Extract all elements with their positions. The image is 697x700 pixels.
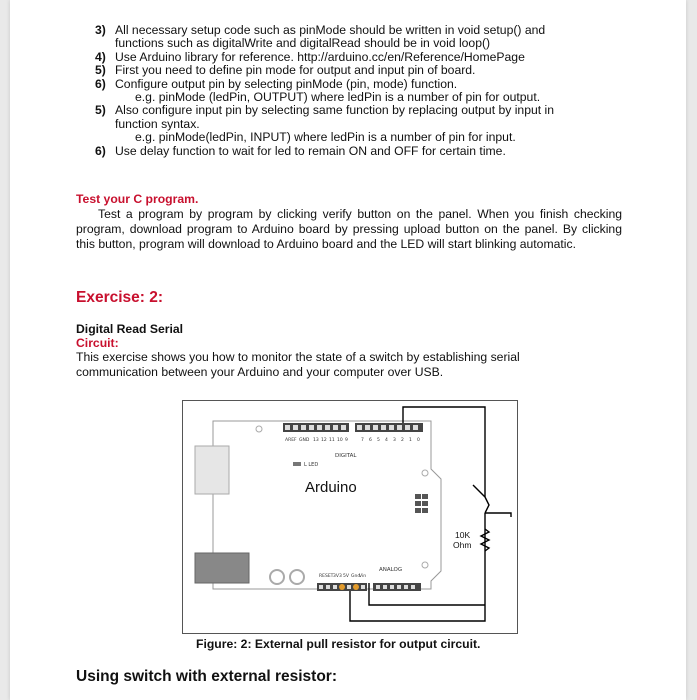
svg-text:0: 0 [417, 438, 420, 443]
resistor-unit: Ohm [453, 540, 472, 550]
circuit-label: Circuit: [76, 336, 119, 350]
svg-text:12: 12 [321, 438, 327, 443]
list-item: 4) Use Arduino library for reference. http://arduino.cc/en/Reference/HomePage [95, 49, 525, 64]
svg-text:6: 6 [369, 438, 372, 443]
next-section-heading: Using switch with external resistor: [76, 668, 337, 685]
svg-text:Gnd: Gnd [351, 574, 361, 579]
icsp-pins [415, 494, 428, 513]
svg-text:10: 10 [337, 438, 343, 443]
svg-text:7: 7 [361, 438, 364, 443]
exercise-section [76, 322, 622, 380]
exercise-title: Exercise: 2: [76, 289, 164, 306]
svg-text:AREF: AREF [285, 438, 297, 443]
arduino-circuit-diagram [183, 401, 517, 633]
circuit-figure [182, 400, 518, 634]
figure-caption: Figure: 2: External pull resistor for output circuit. [196, 637, 481, 651]
svg-text:3V3: 3V3 [333, 574, 342, 579]
led-indicator [293, 462, 301, 466]
svg-text:Vin: Vin [359, 574, 367, 579]
svg-text:13: 13 [313, 438, 319, 443]
svg-text:4: 4 [385, 438, 388, 443]
svg-text:5: 5 [377, 438, 380, 443]
list-item: 5) First you need to define pin mode for output and input pin of board. [95, 63, 476, 78]
digital-header [283, 423, 423, 443]
test-heading: Test your C program. [76, 192, 199, 206]
svg-text:RESET: RESET [319, 574, 334, 579]
board-label: Arduino [305, 479, 357, 496]
exercise-description: This exercise shows you how to monitor the state of a switch by establishing serial communication between your Arduino and your computer over USB. [76, 350, 520, 379]
svg-text:11: 11 [329, 438, 335, 443]
list-item: 6) Use delay function to wait for led to remain ON and OFF for certain time. [95, 143, 506, 158]
svg-text:5V: 5V [343, 574, 349, 579]
list-item: 3) All necessary setup code such as pinMode should be written in void setup() and functions such as digitalWrite and digitalRead should be in void loop() [95, 23, 546, 51]
svg-text:GND: GND [299, 438, 310, 443]
resistor-value: 10K [455, 530, 471, 540]
led-label: L LED [304, 462, 319, 468]
test-body: Test a program by program by clicking verify button on the panel. When you finish checking program, download program to Arduino board by pressing upload button on the panel. By clicking this button, program will download to Arduino board and the LED will start blinking automatic. [76, 207, 622, 251]
instruction-list [95, 24, 625, 158]
svg-text:3: 3 [393, 438, 396, 443]
analog-label: ANALOG [379, 567, 403, 573]
digital-label: DIGITAL [335, 453, 357, 459]
list-item: 6) Configure output pin by selecting pinMode (pin, mode) function. e.g. pinMode (ledPin, OUTPUT) where ledPin is a number of pin for output. [95, 76, 541, 105]
svg-text:1: 1 [409, 438, 412, 443]
list-item: 5) Also configure input pin by selecting same function by replacing output by input in function syntax. e.g. pinMode(ledPin, INPUT) where ledPin is a number of pin for input. [95, 103, 555, 145]
exercise-subtitle: Digital Read Serial [76, 322, 184, 336]
svg-text:2: 2 [401, 438, 404, 443]
test-section [76, 192, 622, 252]
power-jack [195, 553, 249, 583]
usb-connector [195, 446, 229, 494]
svg-text:9: 9 [345, 438, 348, 443]
